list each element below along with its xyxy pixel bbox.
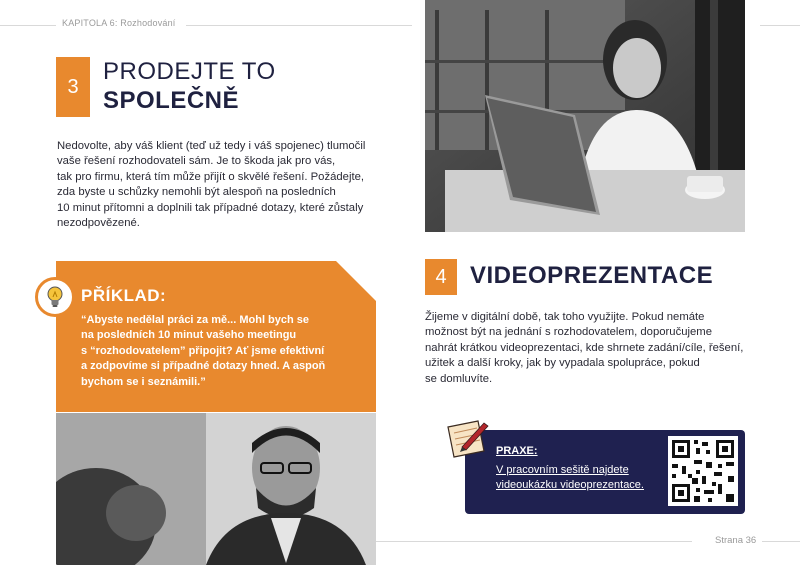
qr-code[interactable] <box>668 436 738 506</box>
photo-men-meeting <box>56 413 376 565</box>
body-line: se domluvíte. <box>425 372 493 385</box>
example-line: a zodpovíme si případné dotazy hned. A aspoň <box>81 360 326 373</box>
qr-code-icon <box>668 436 738 506</box>
header-rule-far-right <box>760 25 800 26</box>
example-line: “Abyste nedělal práci za mě... Mohl bych se <box>81 314 310 326</box>
praxe-line: videoukázku videoprezentace. <box>496 479 644 491</box>
header-rule-right <box>186 25 412 26</box>
photo-woman-laptop <box>425 0 745 232</box>
photo-woman-laptop-graphic <box>425 0 745 232</box>
section-3-title-line1: PRODEJTE TO <box>103 58 276 85</box>
praxe-workbook-link[interactable] <box>496 463 644 493</box>
example-title: PŘÍKLAD: <box>81 286 167 305</box>
body-line: možnost být na jednání s rozhodovatelem, doporučujeme <box>425 326 712 339</box>
section-3-body <box>57 139 365 231</box>
example-line: s “rozhodovatelem” připojit? Ať jsme efektivní <box>81 344 325 357</box>
body-line: užitek a další kroky, jak by vypadala spolupráce, pokud <box>425 357 700 370</box>
praxe-line: V pracovním sešitě najdete <box>496 464 629 476</box>
notepad-pen-graphic <box>444 417 490 459</box>
body-line: vaše řešení rozhodovateli sám. Je to škoda jak pro vás, <box>57 155 336 168</box>
section-3-title-line2: SPOLEČNĚ <box>103 87 240 114</box>
body-line: 10 minut přítomni a doplnili tak případné dotazy, které zůstaly <box>57 201 364 214</box>
footer-rule-right <box>762 541 800 542</box>
chapter-label: KAPITOLA 6: Rozhodování <box>62 18 176 28</box>
body-line: Nedovolte, aby váš klient (teď už tedy i váš spojenec) tlumočil <box>57 140 366 152</box>
notepad-pen-icon <box>444 417 490 459</box>
praxe-title-link[interactable]: PRAXE: <box>496 445 538 457</box>
example-bulb-badge <box>35 277 75 317</box>
photo-men-meeting-graphic <box>56 413 376 565</box>
section-4-body <box>425 310 743 387</box>
body-line: nezodpovězené. <box>57 217 140 230</box>
section-4-number: 4 <box>425 259 457 295</box>
section-4-title: VIDEOPREZENTACE <box>470 262 714 289</box>
header-rule-left <box>0 25 56 26</box>
footer-rule-left <box>376 541 692 542</box>
body-line: nahrát krátkou videoprezentaci, kde shrnete zadání/cíle, řešení, <box>425 341 744 354</box>
example-line: bychom se i seznámili.” <box>81 375 206 388</box>
body-line: zda byste u schůzky nemohli být alespoň na posledních <box>57 186 336 199</box>
example-line: na posledních 10 minut vašeho meetingu <box>81 329 297 342</box>
example-quote <box>81 313 325 390</box>
page-number: Strana 36 <box>715 535 757 546</box>
body-line: Žijeme v digitální době, tak toho využijte. Pokud nemáte <box>425 311 705 323</box>
body-line: tak pro firmu, která tím může přijít o skvělé řešení. Požádejte, <box>57 170 365 183</box>
section-3-number: 3 <box>56 57 90 117</box>
lightbulb-icon <box>44 285 66 309</box>
